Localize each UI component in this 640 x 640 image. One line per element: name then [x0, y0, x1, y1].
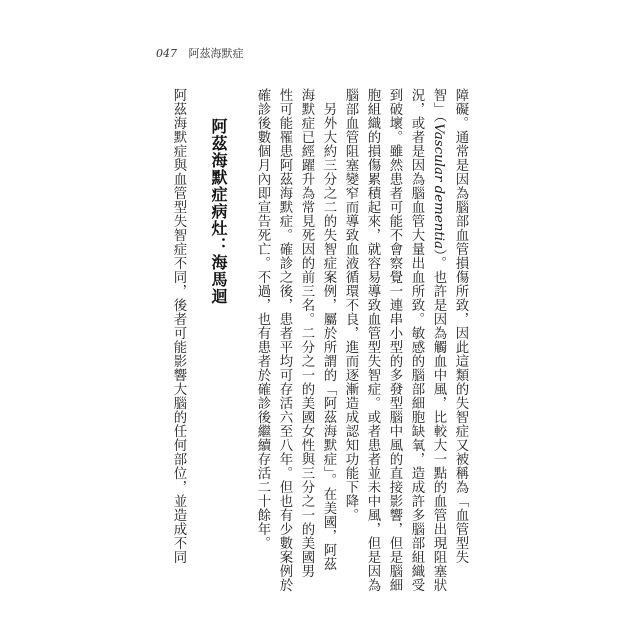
- text-column: 胞組織的損傷累積起來，就容易導致血管型失智症。或者患者並未中風，但是因為: [365, 88, 380, 592]
- text-column: 腦部血管阻塞變窄而導致血液循環不良，進而逐漸造成認知功能下降。: [343, 88, 358, 522]
- text-column: 另外大約三分之二的失智症案例，屬於所謂的「阿茲海默症」。在美國，阿茲: [321, 88, 336, 572]
- text-column: 到破壞。雖然患者可能不會察覺一連串小型的多發型腦中風的直接影響，但是腦細: [387, 88, 402, 592]
- text-column: 海默症已經躍升為常見死因的前三名。二分之一的美國女性與三分之一的美國男: [299, 88, 314, 578]
- running-head: [156, 46, 244, 62]
- text-column: 障礙。通常是因為腦部血管損傷所致，因此這類的失智症又被稱為「血管型失: [453, 88, 468, 564]
- section-heading: 阿茲海默症病灶：海馬迴: [209, 118, 228, 305]
- text-column: 確診後數個月內即宣告死亡。不過，也有患者於確診後繼續存活二十餘年。: [255, 88, 270, 550]
- text-column: 阿茲海默症與血管型失智症不同，後者可能影響大腦的任何部位，並造成不同: [171, 88, 186, 564]
- text-run: ）。也許是因為觸血中風，比較大一點的血管出現阻塞狀: [431, 249, 446, 593]
- text-run: 智」（: [431, 88, 446, 124]
- page-number: 047: [156, 47, 177, 60]
- text-column: [428, 88, 448, 592]
- text-column: 性可能罹患阿茲海默症。確診之後，患者平均可存活六至八年。但也有少數案例於: [277, 88, 292, 592]
- text-column: 況，或者是因為腦血管大量出血所致。敏感的腦部細胞缺氧，造成許多腦部組織受: [409, 88, 424, 592]
- running-head-title: 阿茲海默症: [188, 47, 244, 60]
- latin-term: Vascular dementia: [431, 123, 446, 250]
